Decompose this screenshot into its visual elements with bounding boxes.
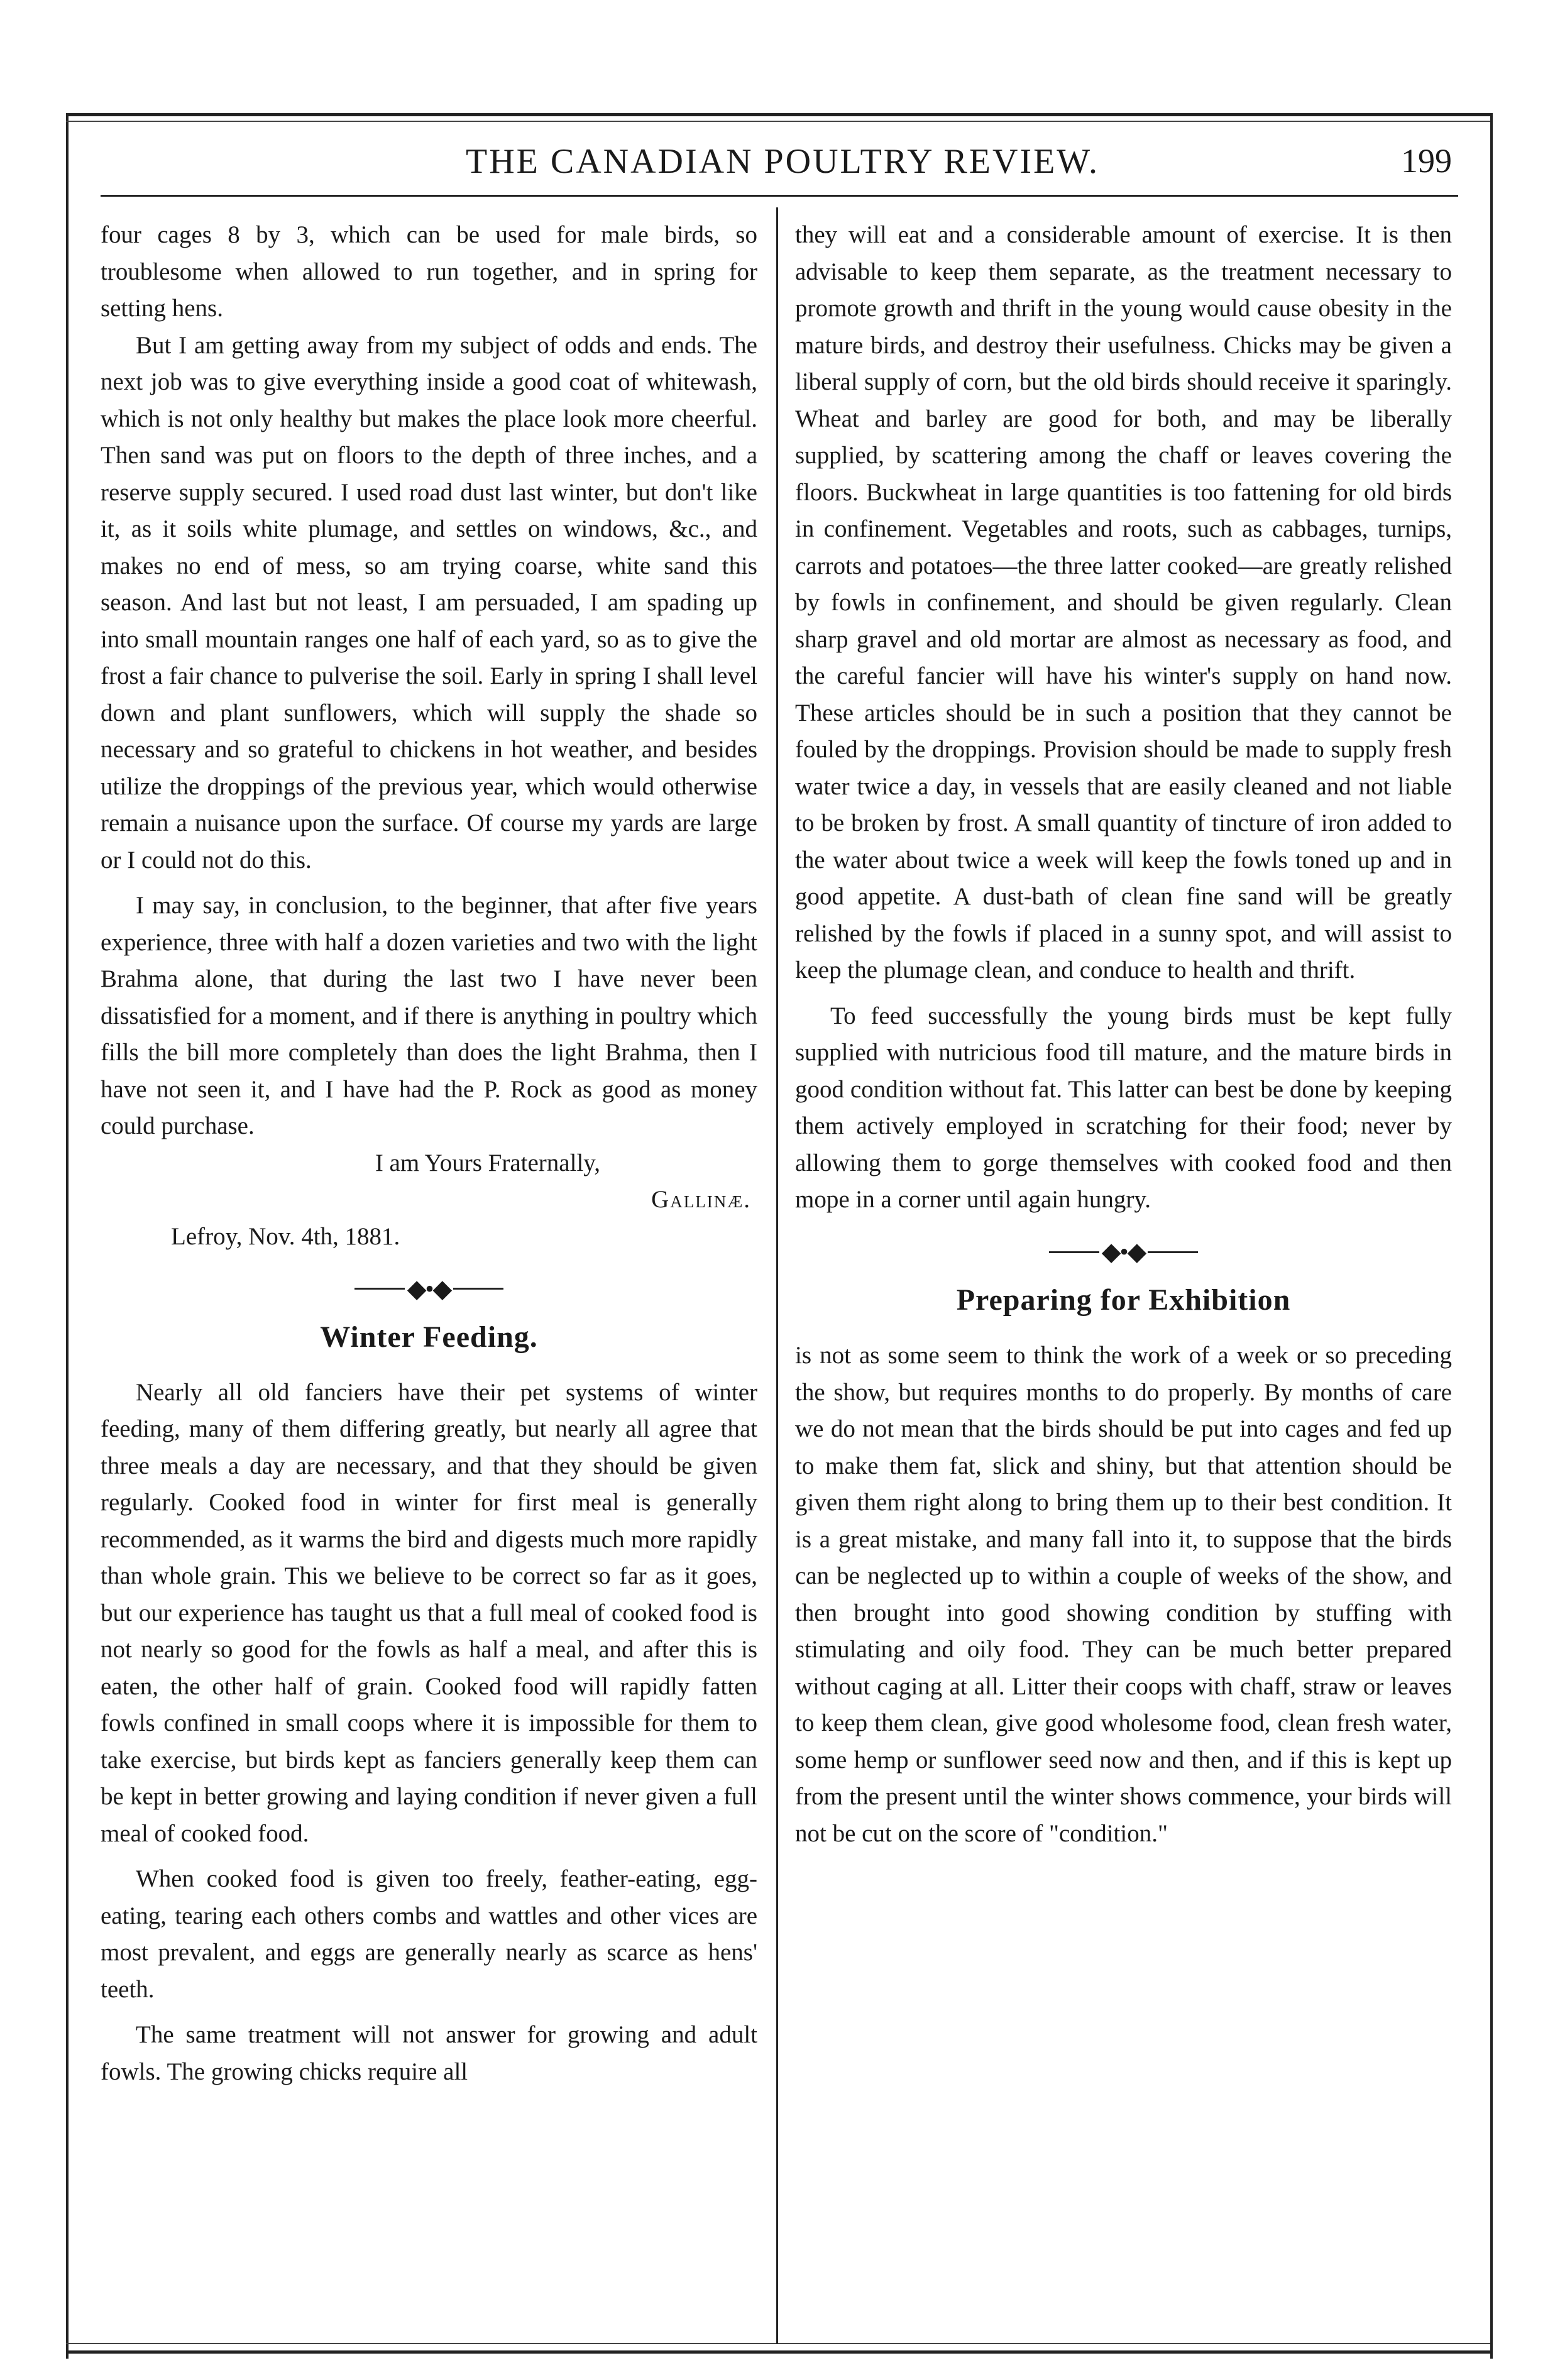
section-ornament: ◆•◆ [795,1237,1452,1265]
paragraph: four cages 8 by 3, which can be used for male birds, so troublesome when allowed to run together, and in spring for setting hens. [101,221,757,322]
page-number: 199 [1401,142,1452,180]
paragraph: Nearly all old fanciers have their pet systems of winter feeding, many of them differing greatly, but nearly all agree that three meals a day are necessary, and that they should be given regularly. Cooked food in winter for first meal is generally recommended, as it warms the bird and digests much more rapidly than whole grain. This we believe to be correct so far as it goes, but our experience has taught us that a full meal of cooked food is not nearly so good for the fowls as half a meal, and after this is eaten, the other half of grain. Cooked food will rapidly fatten fowls confined in small coops where it is impossible for them to take exercise, but birds kept as fanciers generally keep them can be kept in better growing and laying condition if never given a full meal of cooked food. [101,1378,757,1847]
top-rule-thin [66,121,1490,122]
signoff: I am Yours Fraternally, [375,1149,600,1176]
paragraph: I may say, in conclusion, to the beginner, that after five years experience, three with half a dozen varieties and two with the light Brahma alone, that during the last two I have never been dissatisfied for a moment, and if there is anything in poultry which fills the bill more completely than does the light Brahma, then I have not seen it, and I have had the P. Rock as good as money could purchase. [101,892,757,1139]
top-rule [66,113,1490,116]
paragraph: The same treatment will not answer for growing and adult fowls. The growing chicks require all [101,2021,757,2085]
right-column [795,217,1452,1852]
dateline: Lefroy, Nov. 4th, 1881. [171,1222,400,1250]
bottom-rule [66,2350,1490,2354]
heading-preparing-for-exhibition: Preparing for Exhibition [956,1283,1291,1317]
heading-winter-feeding: Winter Feeding. [320,1320,538,1354]
paragraph: When cooked food is given too freely, feather-eating, egg-eating, tearing each others combs and wattles and other vices are most prevalent, and eggs are generally nearly as scarce as hens' teeth. [101,1865,757,2003]
signature: Gallinæ. [651,1186,751,1213]
paragraph: But I am getting away from my subject of odds and ends. The next job was to give everything inside a good coat of whitewash, which is not only healthy but makes the place look more cheerful. Then sand was put on floors to the depth of three inches, and a reserve supply secured. I used road dust last winter, but don't like it, as it soils white plumage, and settles on windows, &c., and makes no end of mess, so am trying coarse, white sand this season. And last but not least, I am persuaded, I am spading up into small mountain ranges one half of each yard, so as to give the frost a fair chance to pulverise the soil. Early in spring I shall level down and plant sunflowers, which will supply the shade so necessary and so grateful to chickens in hot weather, and besides utilize the droppings of the previous year, which would otherwise remain a nuisance upon the surface. Of course my yards are large or I could not do this. [101,331,757,874]
running-head [101,141,1464,192]
paragraph: is not as some seem to think the work of a week or so preceding the show, but requires months to do properly. By months of care we do not mean that the birds should be put into cages and fed up to make them fat, slick and shiny, but that attention should be given them right along to bring them up to their best condition. It is a great mistake, and many fall into it, to suppose that the birds can be neglected up to within a couple of weeks of the show, and then brought into good showing condition by stuffing with stimulating and oily food. They can be much better prepared without caging at all. Litter their coops with chaff, straw or leaves to keep them clean, give good wholesome food, clean fresh water, some hemp or sunflower seed now and then, and if this is kept up from the present until the winter shows commence, your birds will not be cut on the score of "condition." [795,1342,1452,1847]
left-column [101,217,757,2090]
header-rule [101,195,1458,197]
paragraph: To feed successfully the young birds must be kept fully supplied with nutricious food till mature, and the mature birds in good condition without fat. This latter can best be done by keeping them actively employed in scratching for their food; never by allowing them to gorge themselves with cooked food and then mope in a corner until again hungry. [795,1002,1452,1213]
paragraph: they will eat and a considerable amount of exercise. It is then advisable to keep them separate, as the treatment necessary to promote growth and thrift in the young would cause obesity in the mature birds, and destroy their usefulness. Chicks may be given a liberal supply of corn, but the old birds should receive it sparingly. Wheat and barley are good for both, and may be liberally supplied, by scattering among the chaff or leaves covering the floors. Buckwheat in large quantities is too fattening for old birds in confinement. Vegetables and roots, such as cabbages, turnips, carrots and potatoes—the three latter cooked—are greatly relished by fowls in confinement, and should be given regularly. Clean sharp gravel and old mortar are almost as necessary as food, and the careful fancier will have his winter's supply on hand now. These articles should be in such a position that they cannot be fouled by the droppings. Provision should be made to supply fresh water twice a day, in vessels that are easily cleaned and not liable to be broken by frost. A small quantity of tincture of iron added to the water about twice a week will keep the fowls toned up and in good appetite. A dust-bath of clean fine sand will be greatly relished by the fowls if placed in a sunny spot, and will assist to keep the plumage clean, and conduce to health and thrift. [795,221,1452,984]
column-divider [776,207,778,2344]
bottom-rule-thin [66,2343,1490,2344]
running-title: THE CANADIAN POULTRY REVIEW. [466,142,1099,181]
section-ornament: ◆•◆ [101,1274,757,1302]
